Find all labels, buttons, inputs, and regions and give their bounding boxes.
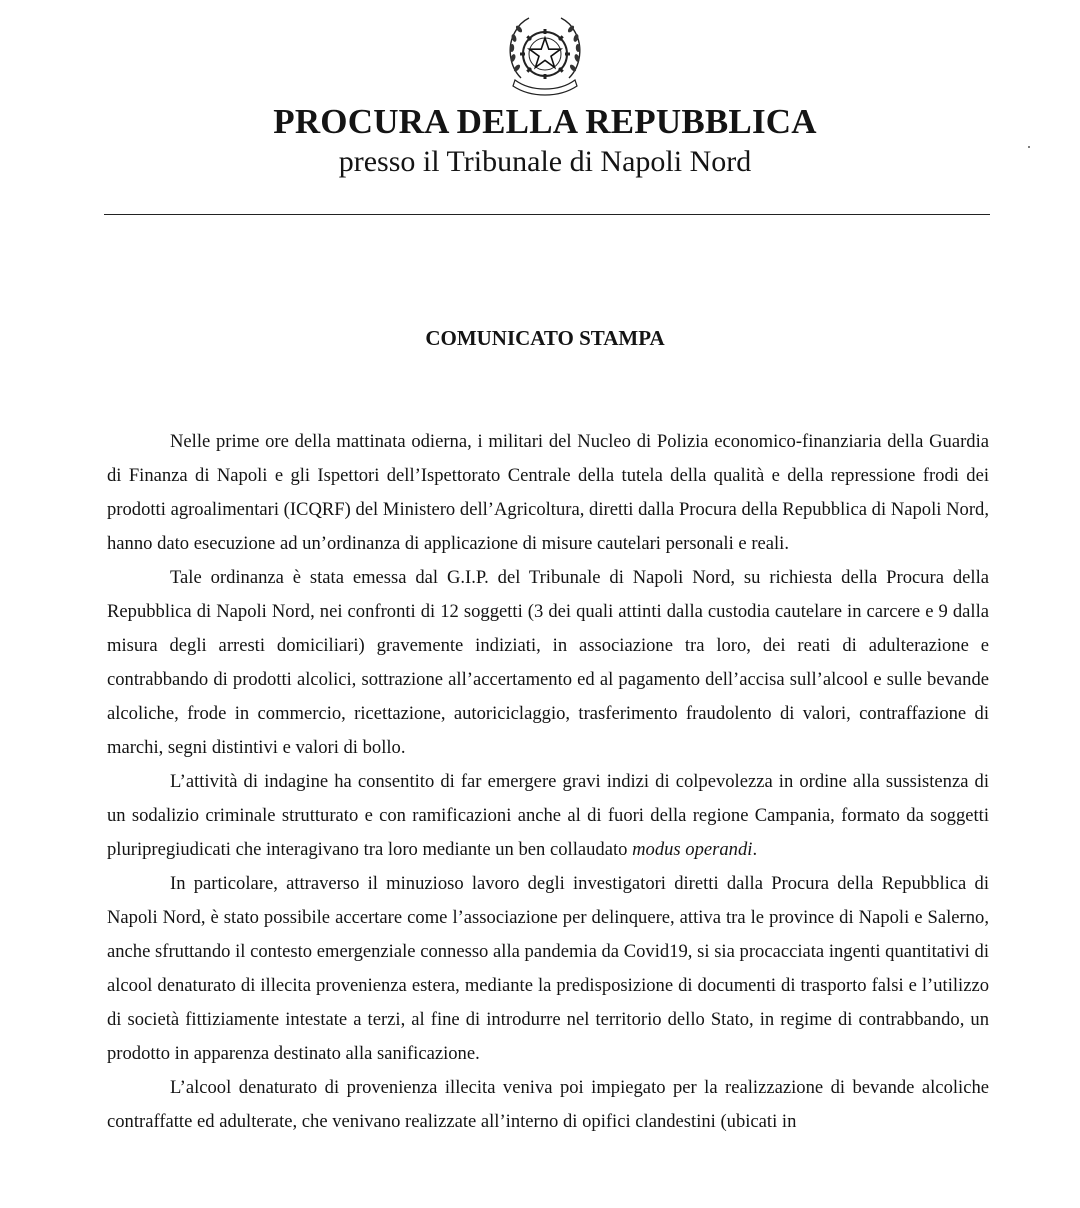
document-body xyxy=(107,425,989,1139)
document-heading: COMUNICATO STAMPA xyxy=(425,326,665,350)
header-divider xyxy=(104,214,990,215)
paragraph xyxy=(107,765,989,867)
paragraph-tail: . xyxy=(752,839,758,860)
paragraph: In particolare, attraverso il minuzioso lavoro degli investigatori diretti dalla Procura della Repubblica di Napoli Nord, è stato possibile accertare come l’associazione per delinquere, attiva tra le province di Napoli e Salerno, anche sfruttando il contesto emergenziale connesso alla pandemia da Covid19, si sia procacciata ingenti quantitativi di alcool denaturato di illecita provenienza estera, mediante la predisposizione di documenti di trasporto falsi e l’utilizzo di società fittiziamente intestate a terzi, al fine di introdurre nel territorio dello Stato, in regime di contrabbando, un prodotto in apparenza destinato alla sanificazione. xyxy=(107,873,989,1064)
office-title: PROCURA DELLA REPUBBLICA xyxy=(273,102,817,141)
scan-speck xyxy=(1028,146,1030,148)
paragraph: Tale ordinanza è stata emessa dal G.I.P. del Tribunale di Napoli Nord, su richiesta della Procura della Repubblica di Napoli Nord, nei confronti di 12 soggetti (3 dei quali attinti dalla custodia cautelare in carcere e 9 dalla misura degli arresti domiciliari) gravemente indiziati, in associazione tra loro, dei reati di adulterazione e contrabbando di prodotti alcolici, sottrazione all’accertamento ed al pagamento dell’accisa sull’alcool e sulle bevande alcoliche, frode in commercio, ricettazione, autoriciclaggio, trasferimento fraudolento di valori, contraffazione di marchi, segni distintivi e valori di bollo. xyxy=(107,567,989,758)
italic-phrase: modus operandi xyxy=(632,839,753,860)
paragraph: Nelle prime ore della mattinata odierna, i militari del Nucleo di Polizia economico-finanziaria della Guardia di Finanza di Napoli e gli Ispettori dell’Ispettorato Centrale della tutela della qualità e della repressione frodi dei prodotti agroalimentari (ICQRF) del Ministero dell’Agricoltura, diretti dalla Procura della Repubblica di Napoli Nord, hanno dato esecuzione ad un’ordinanza di applicazione di misure cautelari personali e reali. xyxy=(107,431,989,554)
paragraph: L’alcool denaturato di provenienza illecita veniva poi impiegato per la realizzazione di bevande alcoliche contraffatte ed adulterate, che venivano realizzate all’interno di opifici clandestini (ubicati in xyxy=(107,1077,989,1132)
italian-republic-emblem-icon xyxy=(501,8,589,96)
office-subtitle: presso il Tribunale di Napoli Nord xyxy=(338,145,752,178)
paragraph-text: L’attività di indagine ha consentito di far emergere gravi indizi di colpevolezza in ordine alla sussistenza di un sodalizio criminale strutturato e con ramificazioni anche al di fuori della regione Campania, formato da soggetti pluripregiudicati che interagivano tra loro mediante un ben collaudato xyxy=(107,771,989,860)
